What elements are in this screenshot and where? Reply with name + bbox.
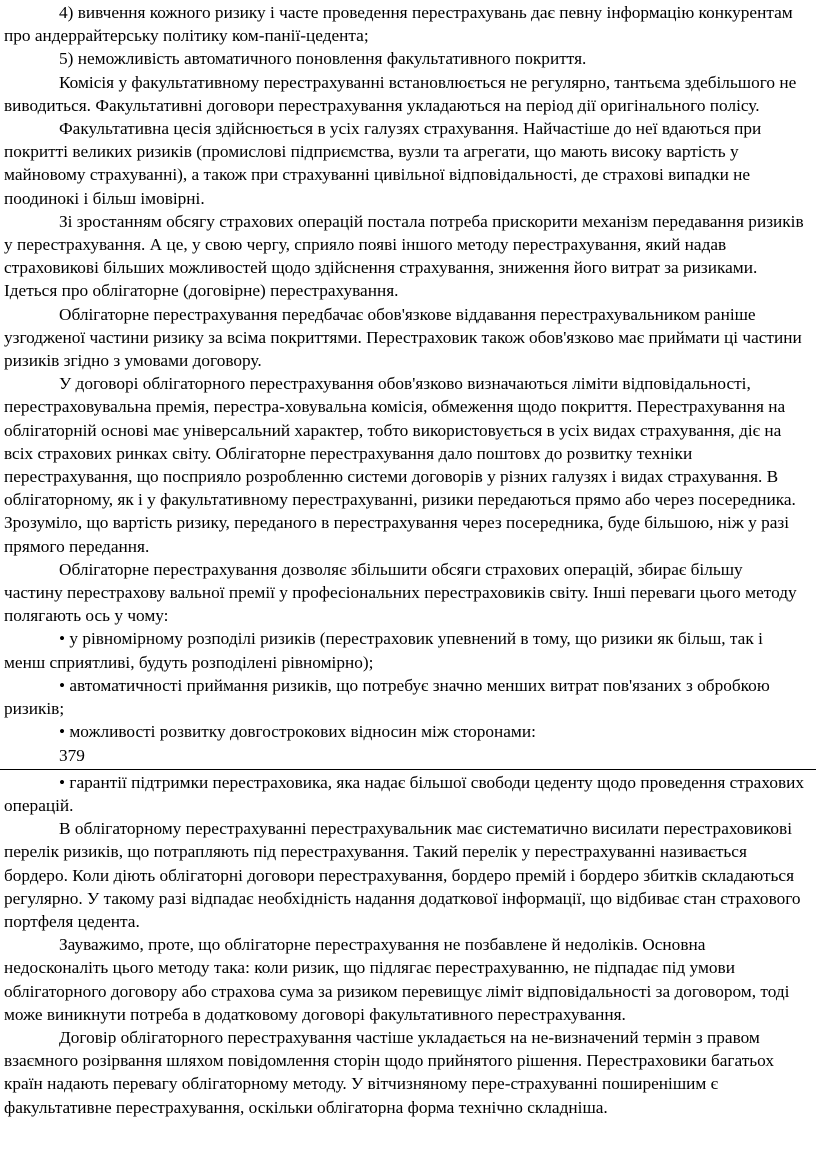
bullet-automatic-acceptance: • автоматичності приймання ризиків, що потребує значно менших витрат пов'язаних з обробкою ризиків; <box>4 675 770 719</box>
bullet-long-term-relations: • можливості розвитку довгострокових відносин між сторонами: <box>59 722 536 742</box>
paragraph-contract-term: Договір облігаторного перестрахування частіше укладається на не-визначений термін з правом взаємного розірвання шляхом повідомлення сторін щодо прийнятого рішення. Перестраховики багатьох країн надають перевагу облігаторному методу. У вітчизняному пере-страхуванні поширенішим є факультативне перестрахування, оскільки облігаторна форма технічно складніша. <box>4 1027 775 1117</box>
paragraph-commission: Комісія у факультативному перестрахуванні встановлюється не регулярно, тантьєма здебільшого не виводиться. Факультативні договори перестрахування укладаються на період дії оригінального полісу. <box>4 72 797 115</box>
bullet-uniform-distribution: • у рівномірному розподілі ризиків (перестраховик упевнений в тому, що ризики як більш, так і менш сприятливі, будуть розподілені рівномірно); <box>4 629 763 672</box>
paragraph-obligatory-advantages: Облігаторне перестрахування дозволяє збільшити обсяги страхових операцій, збирає більшу частину перестрахову вальної премії у професіональних перестраховиків світу. Інші переваги цього методу полягають ось у чому: <box>4 559 797 626</box>
page-number: 379 <box>59 745 85 765</box>
paragraph-growth-of-operations: Зі зростанням обсягу страхових операцій постала потреба прискорити механізм передавання ризиків у перестрахування. А це, у свою чергу, сприяло появі іншого методу перестрахування, який надав страховикові більших можливостей щодо здійснення страхування, зниження його витрат за ризиками. Ідеться про облігаторне (договірне) перестрахування. <box>4 211 804 301</box>
paragraph-facultative-cession: Факультативна цесія здійснюється в усіх галузях страхування. Найчастіше до неї вдаються при покритті великих ризиків (промислові підприємства, вузли та агрегати, що мають високу вартість у майновому страхуванні), а також при страхуванні цивільної відповідальності, де страхові випадки не поодинокі і більш імовірні. <box>4 119 762 208</box>
page-divider <box>0 769 816 770</box>
paragraph-obligatory-contract: У договорі облігаторного перестрахування обов'язково визначаються ліміти відповідальності, перестраховувальна премія, перестра-ховувальна комісія, обмеження щодо покриття. Перестрахування на облігаторній основі має універсальний характер, тобто використовується в усіх видах страхування, діє на всіх страхових ринках світу. Облігаторне перестрахування дало поштовх до розвитку техніки перестрахування, що посприяло розробленню системи договорів у різних галузях і видах страхування. В облігаторному, як і у факультативному перестрахуванні, ризики передаються прямо або через посередника. Зрозуміло, що вартість ризику, переданого в перестрахування через посередника, буде більшою, ніж у разі прямого передання. <box>4 374 796 556</box>
list-item-5: 5) неможливість автоматичного поновлення факультативного покриття. <box>59 49 587 69</box>
paragraph-disadvantages: Зауважимо, проте, що облігаторне перестрахування не позбавлене й недоліків. Основна недосконаліть цього методу така: коли ризик, що підлягає перестрахуванню, не підпадає під умови облігаторного договору або страхова сума за ризиком перевищує ліміт відповідальності за договором, тоді може виникнути потреба в додатковому договорі факультативного перестрахування. <box>4 935 790 1024</box>
paragraph-obligatory-definition: Облігаторне перестрахування передбачає обов'язкове віддавання перестрахувальником раніше узгодженої частини ризику за всіма покриттями. Перестраховик також обов'язково має приймати ці частини ризиків згідно з умовами договору. <box>4 304 802 371</box>
bullet-reinsurer-support: • гарантії підтримки перестраховика, яка надає більшої свободи цеденту щодо проведення страхових операцій. <box>4 772 805 815</box>
paragraph-bordereau: В облігаторному перестрахуванні перестрахувальник має систематично висилати перестраховикові перелік ризиків, що потрапляють під перестрахування. Такий перелік у перестрахуванні називається бордеро. Коли діють облігаторні договори перестрахування, бордеро премій і бордеро збитків складаються регулярно. У такому разі відпадає необхідність надання додаткової інформації, що відбиває стан страхового портфеля цедента. <box>4 819 801 931</box>
list-item-4: 4) вивчення кожного ризику і часте проведення перестрахувань дає певну інформацію конкурентам про андеррайтерську політику ком-панії-цедента; <box>4 3 793 46</box>
